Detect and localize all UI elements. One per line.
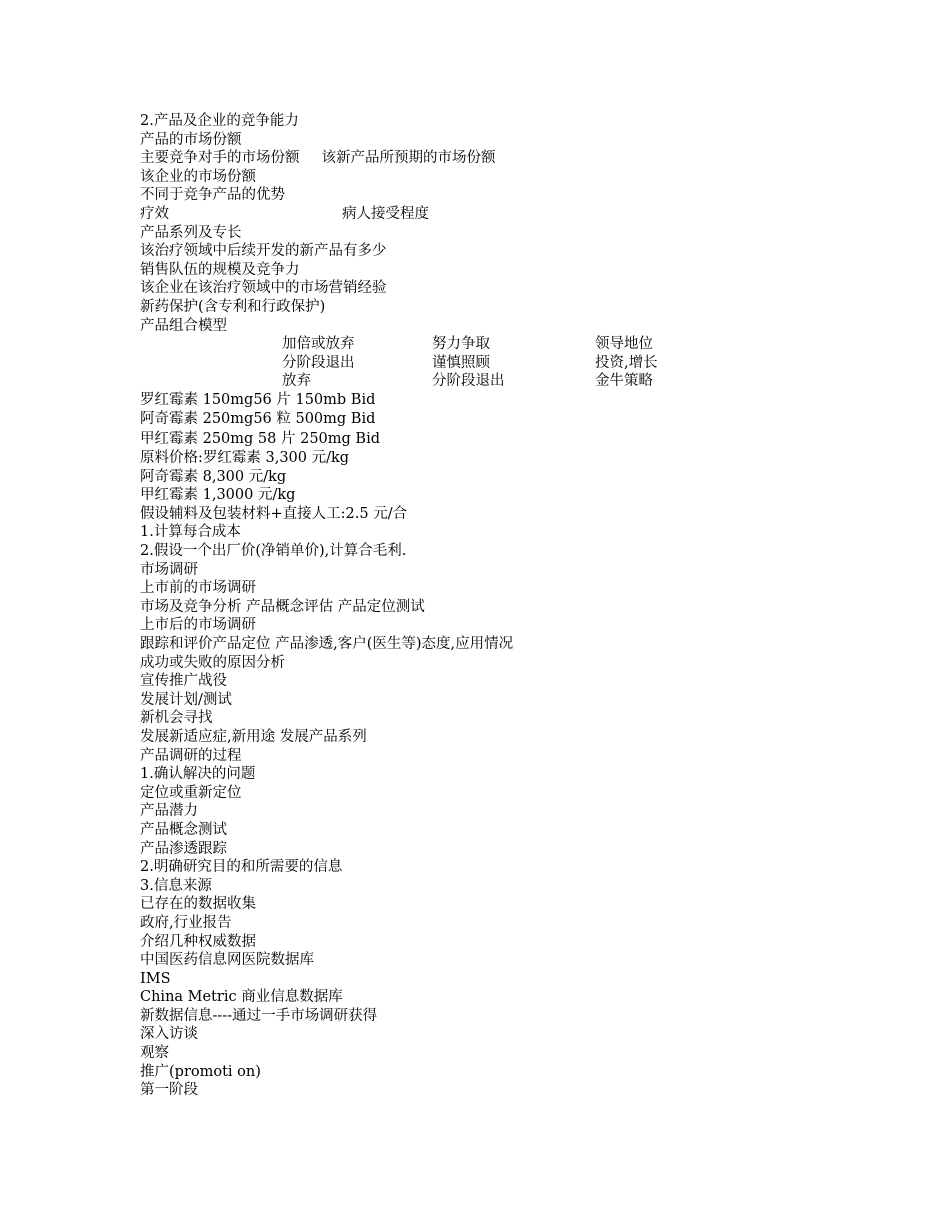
text-line: China Metric 商业信息数据库: [140, 989, 343, 1006]
text-line: 2.产品及企业的竞争能力: [140, 113, 299, 129]
text-line: 产品系列及专长: [140, 224, 242, 241]
text-line: 罗红霉素 150mg56 片 150mb Bid: [140, 391, 376, 408]
efficacy-label: 疗效: [140, 205, 169, 222]
text-line: 假设辅料及包装材料+直接人工:2.5 元/合: [140, 505, 408, 522]
text-line: 市场调研: [140, 561, 198, 578]
text-line: 中国医药信息网医院数据库: [140, 952, 314, 969]
text-line: 原料价格:罗红霉素 3,300 元/kg: [140, 450, 350, 467]
text-line: 3.信息来源: [140, 877, 212, 894]
matrix-row: [140, 354, 900, 373]
text-line: 销售队伍的规模及竞争力: [140, 261, 300, 278]
matrix-cell: 领导地位: [595, 336, 653, 353]
matrix-cell: 投资,增长: [595, 354, 658, 371]
document-page: [140, 112, 900, 1100]
text-line: 发展计划/测试: [140, 691, 232, 708]
text-line: IMS: [140, 970, 171, 987]
patient-acceptance-label: 病人接受程度: [342, 205, 429, 222]
text-line: 已存在的数据收集: [140, 896, 256, 913]
text-line: 新数据信息----通过一手市场调研获得: [140, 1007, 378, 1024]
text-line: 第一阶段: [140, 1082, 198, 1099]
text-line: 阿奇霉素 8,300 元/kg: [140, 468, 287, 485]
text-line: 观察: [140, 1045, 169, 1062]
matrix-cell: 分阶段退出: [432, 373, 505, 390]
matrix-row: [140, 372, 900, 391]
text-line: 新药保护(含专利和行政保护): [140, 298, 326, 315]
text-line: 跟踪和评价产品定位 产品渗透,客户(医生等)态度,应用情况: [140, 636, 514, 653]
text-line: 1.确认解决的问题: [140, 766, 256, 783]
text-line: 新机会寻找: [140, 710, 213, 727]
matrix-cell: 分阶段退出: [282, 354, 355, 371]
matrix-cell: 加倍或放弃: [282, 336, 355, 353]
efficacy-row: [140, 205, 900, 224]
matrix-cell: 金牛策略: [595, 373, 653, 390]
text-line: 政府,行业报告: [140, 914, 232, 931]
text-line: 阿奇霉素 250mg56 粒 500mg Bid: [140, 411, 376, 428]
text-block-market-research: [140, 449, 900, 1100]
text-line: 市场及竞争分析 产品概念评估 产品定位测试: [140, 598, 425, 615]
expected-share-label: 该新产品所预期的市场份额: [321, 150, 496, 167]
text-block-advantage: [140, 168, 900, 205]
text-line: 产品潜力: [140, 803, 198, 820]
matrix-cell: 放弃: [282, 373, 311, 390]
matrix-cell: 努力争取: [432, 336, 490, 353]
text-line: 推广(promoti on): [140, 1063, 261, 1080]
text-line: 甲红霉素 1,3000 元/kg: [140, 487, 296, 504]
text-line: 1.计算每合成本: [140, 524, 241, 541]
text-block-drug-specs: [140, 391, 900, 449]
matrix-cell: 谨慎照顾: [432, 354, 490, 371]
text-line: 2.假设一个出厂价(净销单价),计算合毛利.: [140, 543, 407, 560]
text-line: 宣传推广战役: [140, 673, 227, 690]
text-line: 成功或失败的原因分析: [140, 654, 285, 671]
text-line: 上市后的市场调研: [140, 617, 256, 634]
text-line: 介绍几种权威数据: [140, 933, 256, 950]
portfolio-matrix: [140, 335, 900, 391]
text-line: 产品调研的过程: [140, 747, 242, 764]
text-line: 产品的市场份额: [140, 131, 242, 148]
market-share-row: [140, 149, 900, 168]
text-line: 产品概念测试: [140, 821, 227, 838]
text-line: 甲红霉素 250mg 58 片 250mg Bid: [140, 430, 380, 447]
text-line: 上市前的市场调研: [140, 580, 256, 597]
matrix-row: [140, 335, 900, 354]
text-line: 该治疗领域中后续开发的新产品有多少: [140, 243, 387, 260]
competitor-share-label: 主要竞争对手的市场份额: [140, 150, 300, 167]
text-line: 不同于竞争产品的优势: [140, 187, 285, 204]
text-line: 发展新适应症,新用途 发展产品系列: [140, 728, 367, 745]
text-line: 该企业在该治疗领域中的市场营销经验: [140, 280, 387, 297]
text-line: 深入访谈: [140, 1026, 198, 1043]
text-line: 产品渗透跟踪: [140, 840, 227, 857]
text-line: 产品组合模型: [140, 317, 227, 334]
text-line: 该企业的市场份额: [140, 168, 256, 185]
text-line: 2.明确研究目的和所需要的信息: [140, 859, 343, 876]
text-block-product-line: [140, 224, 900, 336]
text-block-competitiveness: [140, 112, 900, 149]
text-line: 定位或重新定位: [140, 784, 242, 801]
